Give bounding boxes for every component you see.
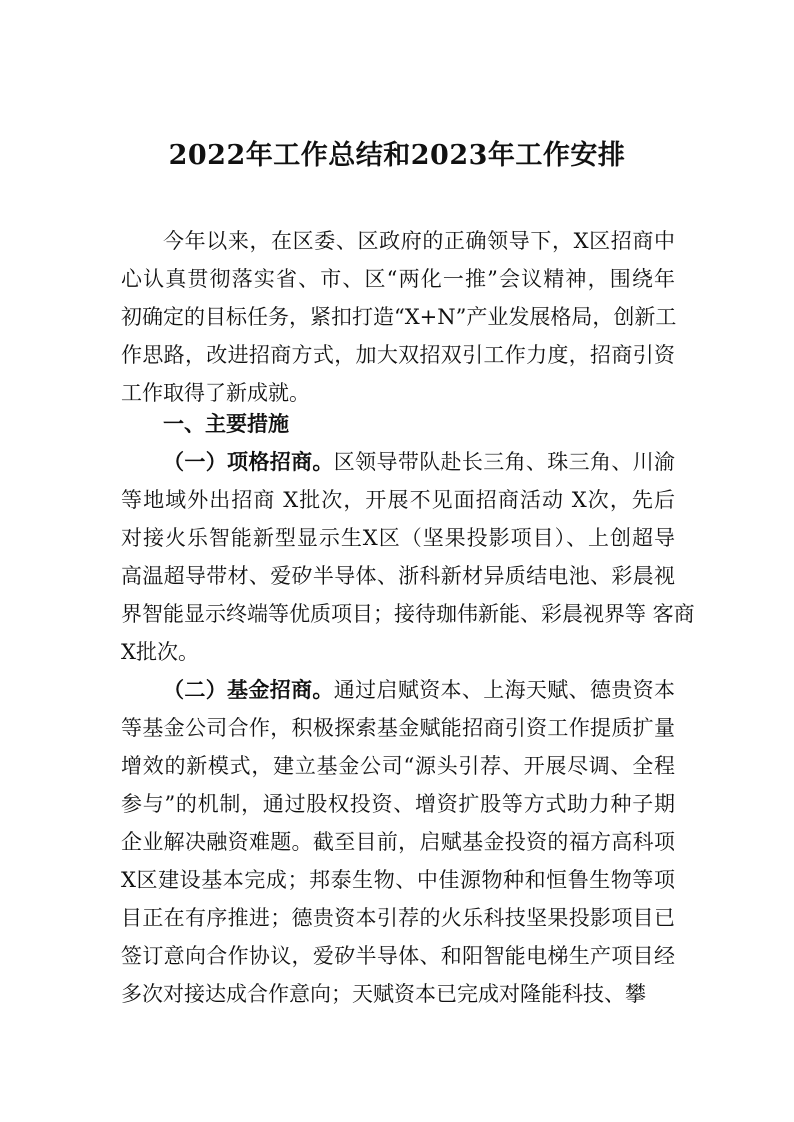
item1-lead: （一）项格招商。 — [163, 449, 334, 474]
item2-line-2: 等基金公司合作，积极探索基金赋能招商引资工作提质扩量 — [121, 716, 675, 740]
intro-line-3: 初确定的目标任务，紧扣打造“X+N”产业发展格局，创新工 — [121, 305, 677, 329]
section-heading-main-measures: 一、主要措施 — [163, 411, 289, 436]
item1-line-5: 界智能显示终端等优质项目；接待珈伟新能、彩晨视界等 客商 — [121, 602, 695, 626]
item2-line-1-text: 通过启赋资本、上海天赋、德贵资本 — [333, 678, 676, 702]
document-title: 2022年工作总结和2023年工作安排 — [168, 140, 626, 171]
intro-line-5: 工作取得了新成就。 — [121, 381, 310, 405]
item1-line-1-text: 区领导带队赴长三角、珠三角、川渝 — [333, 450, 676, 474]
item1-line-4: 高温超导带材、爱矽半导体、浙科新材异质结电池、彩晨视 — [121, 564, 675, 588]
item2-lead: （二）基金招商。 — [163, 677, 334, 702]
item1-line-6: X批次。 — [121, 640, 199, 664]
item2-line-3: 增效的新模式，建立基金公司“源头引荐、开展尽调、全程 — [121, 754, 675, 778]
item2-line-1 — [163, 675, 675, 705]
intro-line-4: 作思路，改进招商方式，加大双招双引工作力度，招商引资 — [121, 343, 675, 367]
item1-line-3: 对接火乐智能新型显示生X区（坚果投影项目）、上创超导 — [121, 526, 675, 550]
item2-line-7: 目正在有序推进；德贵资本引荐的火乐科技坚果投影项目已 — [121, 906, 675, 930]
intro-line-2: 心认真贯彻落实省、市、区“两化一推”会议精神，围绕年 — [121, 267, 675, 291]
item2-line-8: 签订意向合作协议，爱矽半导体、和阳智能电梯生产项目经 — [121, 944, 675, 968]
item1-line-1 — [163, 447, 675, 477]
intro-line-1: 今年以来，在区委、区政府的正确领导下，X区招商中 — [163, 229, 675, 253]
item2-line-5: 企业解决融资难题。截至目前，启赋基金投资的福方高科项 — [121, 830, 675, 854]
item2-line-9: 多次对接达成合作意向；天赋资本已完成对隆能科技、攀 — [121, 982, 646, 1006]
item2-line-6: X区建设基本完成；邦泰生物、中佳源物种和恒鲁生物等项 — [121, 868, 675, 892]
item2-line-4: 参与”的机制，通过股权投资、增资扩股等方式助力种子期 — [121, 792, 675, 816]
item1-line-2: 等地域外出招商 X批次，开展不见面招商活动 X次，先后 — [121, 488, 675, 512]
